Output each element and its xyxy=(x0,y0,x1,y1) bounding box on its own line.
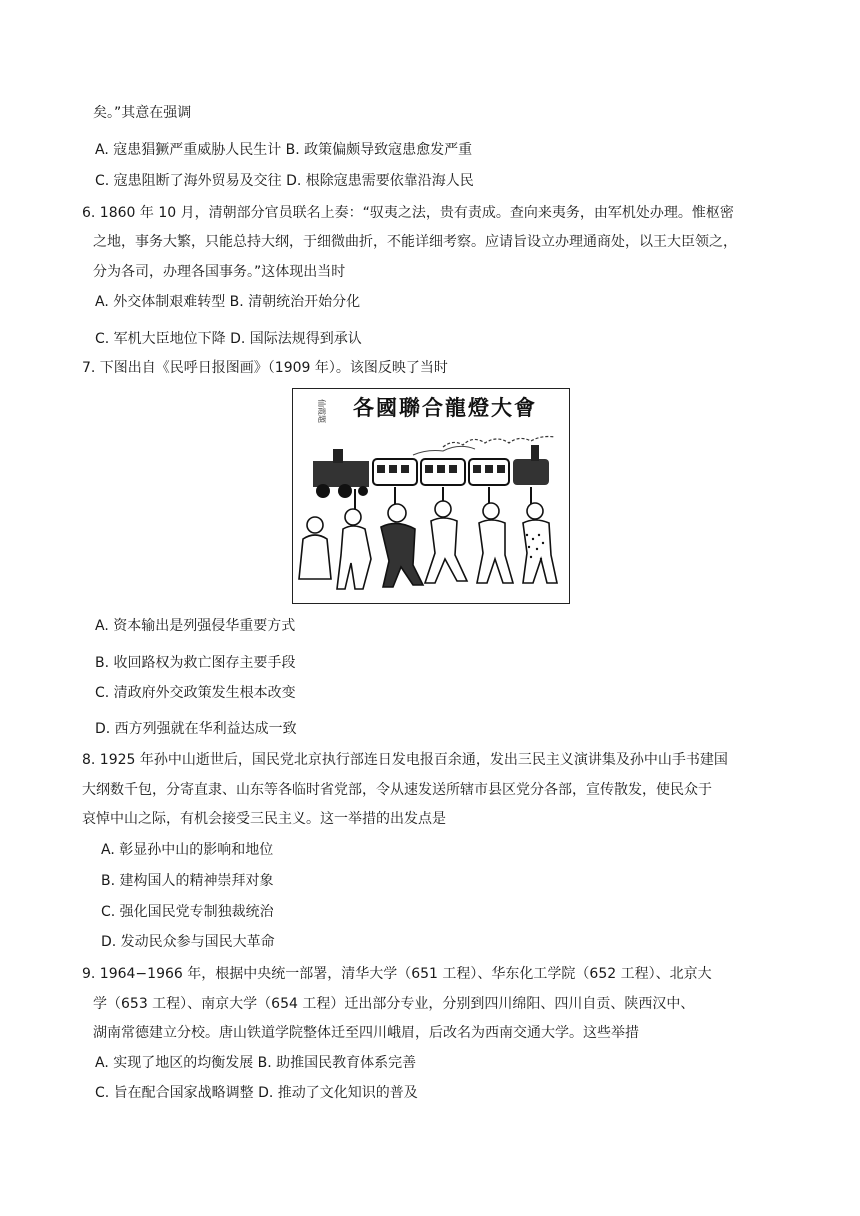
q6-stem-line2: 之地，事务大繁，只能总持大纲，于细微曲折，不能详细考察。应请旨设立办理通商处，以王大臣领之， xyxy=(93,234,737,250)
q9-options-ab: A. 实现了地区的均衡发展 B. 助推国民教育体系完善 xyxy=(95,1055,417,1071)
q8-stem-line3: 哀悼中山之际，有机会接受三民主义。这一举措的出发点是 xyxy=(82,811,446,827)
cartoon-title: 各國聯合龍燈大會 xyxy=(353,395,537,420)
q8-stem-line2: 大纲数千包，分寄直隶、山东等各临时省党部，令从速发送所辖市县区党分各部，宣传散发，使民众于 xyxy=(82,782,712,798)
q7-option-c: C. 清政府外交政策发生根本改变 xyxy=(95,685,296,701)
cartoon-image xyxy=(292,388,570,604)
q7-option-a: A. 资本输出是列强侵华重要方式 xyxy=(95,618,296,634)
q8-option-d: D. 发动民众参与国民大革命 xyxy=(101,934,275,950)
q9-stem-line1: 9. 1964−1966 年，根据中央统一部署，清华大学（651 工程）、华东化工学院（652 工程）、北京大 xyxy=(82,966,712,982)
q8-stem-line1: 8. 1925 年孙中山逝世后，国民党北京执行部连日发电报百余通，发出三民主义演讲集及孙中山手书建国 xyxy=(82,752,728,768)
q8-option-b: B. 建构国人的精神崇拜对象 xyxy=(101,873,274,889)
q9-options-cd: C. 旨在配合国家战略调整 D. 推动了文化知识的普及 xyxy=(95,1085,418,1101)
q9-stem-line3: 湖南常德建立分校。唐山铁道学院整体迁至四川峨眉，后改名为西南交通大学。这些举措 xyxy=(93,1025,639,1041)
q6-options-cd: C. 军机大臣地位下降 D. 国际法规得到承认 xyxy=(95,331,362,347)
q5-options-cd: C. 寇患阻断了海外贸易及交往 D. 根除寇患需要依靠沿海人民 xyxy=(95,173,474,189)
q5-stem-end: 矣。”其意在强调 xyxy=(93,105,192,121)
q5-options-ab: A. 寇患猖獗严重威胁人民生计 B. 政策偏颇导致寇患愈发严重 xyxy=(95,142,473,158)
q6-options-ab: A. 外交体制艰难转型 B. 清朝统治开始分化 xyxy=(95,294,361,310)
cartoon-signature: 仙霞題 xyxy=(317,399,326,423)
q9-stem-line2: 学（653 工程）、南京大学（654 工程）迁出部分专业，分别到四川绵阳、四川自贡、陕西汉中、 xyxy=(93,996,695,1012)
q8-option-c: C. 强化国民党专制独裁统治 xyxy=(101,904,274,920)
q6-stem-line3: 分为各司，办理各国事务。”这体现出当时 xyxy=(93,264,346,280)
q7-option-d: D. 西方列强就在华利益达成一致 xyxy=(95,721,297,737)
q7-stem: 7. 下图出自《民呼日报图画》（1909 年）。该图反映了当时 xyxy=(82,360,448,376)
q7-option-b: B. 收回路权为救亡图存主要手段 xyxy=(95,655,296,671)
q8-option-a: A. 彰显孙中山的影响和地位 xyxy=(101,842,274,858)
q6-stem-line1: 6. 1860 年 10 月，清朝部分官员联名上奏：“驭夷之法，贵有责成。查向来夷务，由军机处办理。惟枢密 xyxy=(82,205,734,221)
